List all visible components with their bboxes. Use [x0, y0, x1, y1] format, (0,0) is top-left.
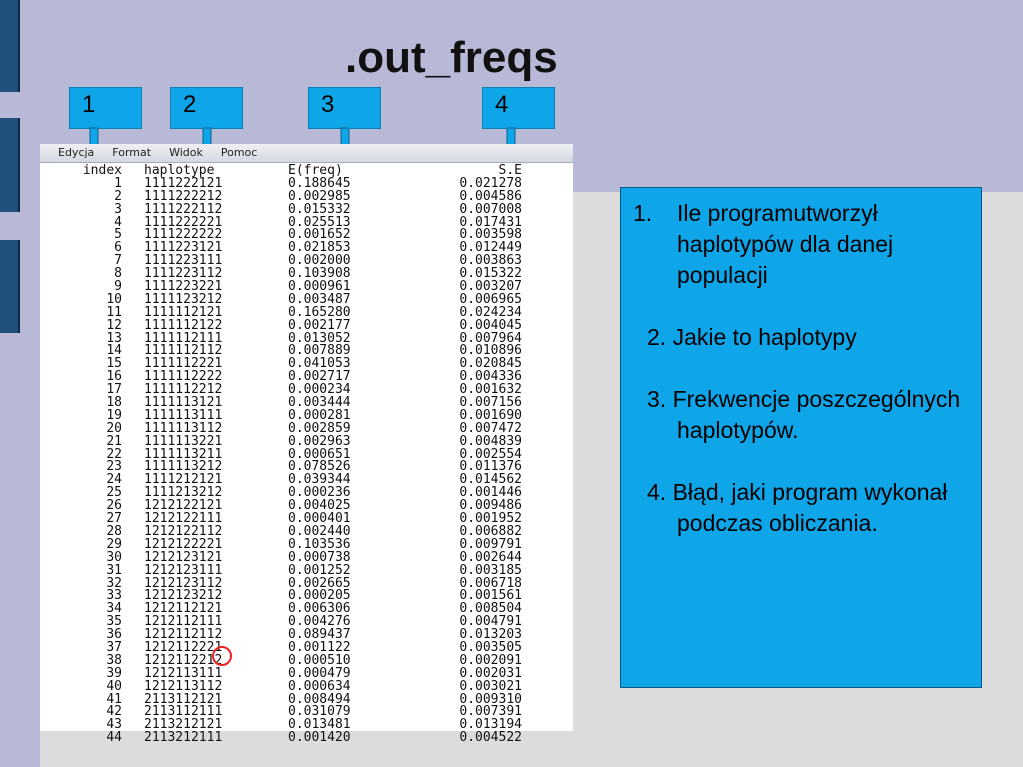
- cell-freq: 0.002000: [288, 253, 351, 269]
- cell-haplotype: 1212122111: [144, 511, 223, 527]
- notepad-screenshot: [40, 144, 573, 746]
- cell-freq: 0.000651: [288, 446, 351, 462]
- question-text: Ile programutworzył haplotypów dla danej populacji: [677, 200, 894, 288]
- cell-index: 13: [106, 330, 122, 346]
- cell-index: 38: [106, 652, 122, 668]
- cell-se: 0.004045: [459, 317, 522, 333]
- cell-se: 0.013203: [459, 627, 522, 643]
- cell-haplotype: 1111213212: [144, 485, 223, 501]
- notepad-menubar: [40, 144, 573, 163]
- cell-index: 2: [114, 188, 122, 204]
- question-text: Frekwencje poszczególnych haplotypów.: [672, 386, 961, 443]
- cell-se: 0.003021: [459, 678, 522, 694]
- left-accent-bar-1: [0, 0, 20, 92]
- header-haplotype: haplotype: [144, 163, 215, 178]
- cell-haplotype: 1212122121: [144, 498, 223, 514]
- cell-freq: 0.002985: [288, 188, 351, 204]
- cell-se: 0.006882: [459, 523, 522, 539]
- cell-se: 0.007964: [459, 330, 522, 346]
- cell-se: 0.007156: [459, 395, 522, 411]
- cell-haplotype: 1111223111: [144, 253, 223, 269]
- cell-freq: 0.008494: [288, 691, 351, 707]
- cell-freq: 0.001420: [288, 730, 351, 746]
- left-accent-bar-3: [0, 240, 20, 333]
- cell-se: 0.024234: [459, 304, 522, 320]
- cell-index: 27: [106, 511, 122, 527]
- header-freq: E(freq): [288, 163, 343, 178]
- cell-haplotype: 1212123212: [144, 588, 223, 604]
- cell-se: 0.013194: [459, 717, 522, 733]
- header-se: S.E: [498, 163, 522, 178]
- cell-se: 0.002091: [459, 652, 522, 668]
- cell-se: 0.004586: [459, 188, 522, 204]
- cell-freq: 0.001252: [288, 562, 351, 578]
- cell-se: 0.001952: [459, 511, 522, 527]
- cell-freq: 0.103908: [288, 266, 351, 282]
- cell-freq: 0.002665: [288, 575, 351, 591]
- cell-se: 0.009791: [459, 536, 522, 552]
- cell-freq: 0.007889: [288, 343, 351, 359]
- cell-index: 7: [114, 253, 122, 269]
- cell-freq: 0.013052: [288, 330, 351, 346]
- cell-index: 4: [114, 214, 122, 230]
- haplotype-table: [40, 163, 573, 745]
- cell-haplotype: 1111113121: [144, 395, 223, 411]
- cell-haplotype: 1212123111: [144, 562, 223, 578]
- cell-se: 0.002031: [459, 665, 522, 681]
- cell-freq: 0.000236: [288, 485, 351, 501]
- cell-freq: 0.000738: [288, 549, 351, 565]
- column-marker-4: 4: [482, 87, 555, 129]
- cell-freq: 0.025513: [288, 214, 351, 230]
- cell-index: 21: [106, 433, 122, 449]
- menu-item-widok[interactable]: Widok: [169, 146, 203, 159]
- cell-index: 29: [106, 536, 122, 552]
- question-number: 1.: [633, 200, 653, 226]
- cell-se: 0.006718: [459, 575, 522, 591]
- cell-haplotype: 1111113212: [144, 459, 223, 475]
- cell-freq: 0.188645: [288, 175, 351, 191]
- cell-freq: 0.000961: [288, 279, 351, 295]
- cell-se: 0.011376: [459, 459, 522, 475]
- cell-haplotype: 1111112122: [144, 317, 223, 333]
- cell-se: 0.007391: [459, 704, 522, 720]
- cell-index: 5: [114, 227, 122, 243]
- cell-freq: 0.021853: [288, 240, 351, 256]
- cell-index: 24: [106, 472, 122, 488]
- column-marker-2: 2: [170, 87, 243, 129]
- cell-freq: 0.000479: [288, 665, 351, 681]
- cell-haplotype: 1111112221: [144, 356, 223, 372]
- cell-haplotype: 1212112112: [144, 627, 223, 643]
- cell-index: 16: [106, 369, 122, 385]
- slide-title: .out_freqs: [345, 33, 558, 82]
- cell-freq: 0.041053: [288, 356, 351, 372]
- cell-index: 20: [106, 420, 122, 436]
- cell-se: 0.001632: [459, 382, 522, 398]
- cell-haplotype: 1111223112: [144, 266, 223, 282]
- cell-index: 8: [114, 266, 122, 282]
- cell-haplotype: 1212112121: [144, 601, 223, 617]
- cell-se: 0.012449: [459, 240, 522, 256]
- cell-se: 0.001561: [459, 588, 522, 604]
- left-accent-bar-2: [0, 118, 20, 212]
- cell-index: 14: [106, 343, 122, 359]
- question-text: Jakie to haplotypy: [672, 324, 857, 350]
- cell-haplotype: 1111212121: [144, 472, 223, 488]
- cell-haplotype: 1111113221: [144, 433, 223, 449]
- cell-index: 25: [106, 485, 122, 501]
- cell-se: 0.017431: [459, 214, 522, 230]
- cell-index: 35: [106, 614, 122, 630]
- cell-index: 18: [106, 395, 122, 411]
- cell-index: 42: [106, 704, 122, 720]
- cell-se: 0.001690: [459, 407, 522, 423]
- question-4: [633, 477, 971, 539]
- cell-freq: 0.000634: [288, 678, 351, 694]
- cell-index: 33: [106, 588, 122, 604]
- cell-freq: 0.004276: [288, 614, 351, 630]
- cell-haplotype: 1212112221: [144, 639, 223, 655]
- cell-index: 28: [106, 523, 122, 539]
- cell-haplotype: 1212112212: [144, 652, 223, 668]
- cell-index: 41: [106, 691, 122, 707]
- cell-se: 0.010896: [459, 343, 522, 359]
- menu-item-edycja[interactable]: Edycja: [58, 146, 95, 159]
- cell-haplotype: 1111113112: [144, 420, 223, 436]
- cell-index: 43: [106, 717, 122, 733]
- cell-haplotype: 1111222112: [144, 201, 223, 217]
- cell-se: 0.001446: [459, 485, 522, 501]
- cell-se: 0.004336: [459, 369, 522, 385]
- cell-index: 23: [106, 459, 122, 475]
- cell-se: 0.003863: [459, 253, 522, 269]
- cell-index: 6: [114, 240, 122, 256]
- cell-se: 0.002644: [459, 549, 522, 565]
- cell-freq: 0.002177: [288, 317, 351, 333]
- cell-freq: 0.003444: [288, 395, 351, 411]
- cell-se: 0.006965: [459, 291, 522, 307]
- cell-haplotype: 1111112112: [144, 343, 223, 359]
- cell-haplotype: 1212113112: [144, 678, 223, 694]
- cell-haplotype: 1111123212: [144, 291, 223, 307]
- menu-item-pomoc[interactable]: Pomoc: [220, 146, 258, 159]
- cell-haplotype: 1212113111: [144, 665, 223, 681]
- cell-index: 9: [114, 279, 122, 295]
- cell-freq: 0.002440: [288, 523, 351, 539]
- cell-index: 10: [106, 291, 122, 307]
- cell-index: 26: [106, 498, 122, 514]
- cell-freq: 0.000510: [288, 652, 351, 668]
- cell-haplotype: 1212122112: [144, 523, 223, 539]
- cell-freq: 0.002859: [288, 420, 351, 436]
- cell-freq: 0.103536: [288, 536, 351, 552]
- table-row: [40, 732, 573, 745]
- menu-item-format[interactable]: Format: [112, 146, 152, 159]
- cell-freq: 0.000205: [288, 588, 351, 604]
- cell-index: 30: [106, 549, 122, 565]
- cell-freq: 0.004025: [288, 498, 351, 514]
- cell-freq: 0.165280: [288, 304, 351, 320]
- cell-haplotype: 1212122221: [144, 536, 223, 552]
- cell-haplotype: 1111223121: [144, 240, 223, 256]
- question-number: 3.: [647, 386, 667, 412]
- cell-index: 31: [106, 562, 122, 578]
- cell-index: 3: [114, 201, 122, 217]
- cell-se: 0.002554: [459, 446, 522, 462]
- cell-haplotype: 2113112111: [144, 704, 223, 720]
- question-text: Błąd, jaki program wykonał podczas obliczania.: [672, 479, 948, 536]
- cell-se: 0.009486: [459, 498, 522, 514]
- question-number: 4.: [647, 479, 667, 505]
- cell-index: 1: [114, 175, 122, 191]
- cell-haplotype: 1111223221: [144, 279, 223, 295]
- highlight-circle: [212, 646, 232, 666]
- cell-se: 0.007008: [459, 201, 522, 217]
- cell-se: 0.014562: [459, 472, 522, 488]
- questions-box: [620, 187, 982, 688]
- cell-freq: 0.001122: [288, 639, 351, 655]
- cell-haplotype: 1111222212: [144, 188, 223, 204]
- cell-se: 0.004839: [459, 433, 522, 449]
- cell-se: 0.003185: [459, 562, 522, 578]
- cell-haplotype: 1111112111: [144, 330, 223, 346]
- cell-haplotype: 1111113111: [144, 407, 223, 423]
- column-marker-1: 1: [69, 87, 142, 129]
- column-marker-3: 3: [308, 87, 381, 129]
- cell-haplotype: 1111112222: [144, 369, 223, 385]
- cell-haplotype: 1111113211: [144, 446, 223, 462]
- cell-index: 36: [106, 627, 122, 643]
- header-index: index: [82, 163, 122, 178]
- cell-haplotype: 1111222121: [144, 175, 223, 191]
- cell-haplotype: 1212123112: [144, 575, 223, 591]
- question-2: [633, 322, 971, 353]
- question-number: 2.: [647, 324, 667, 350]
- cell-index: 39: [106, 665, 122, 681]
- cell-index: 12: [106, 317, 122, 333]
- cell-se: 0.004522: [459, 730, 522, 746]
- cell-haplotype: 2113212121: [144, 717, 223, 733]
- cell-index: 11: [106, 304, 122, 320]
- cell-se: 0.021278: [459, 175, 522, 191]
- cell-index: 17: [106, 382, 122, 398]
- cell-se: 0.009310: [459, 691, 522, 707]
- cell-se: 0.007472: [459, 420, 522, 436]
- cell-haplotype: 2113212111: [144, 730, 223, 746]
- cell-freq: 0.000281: [288, 407, 351, 423]
- cell-freq: 0.001652: [288, 227, 351, 243]
- cell-freq: 0.000234: [288, 382, 351, 398]
- cell-se: 0.008504: [459, 601, 522, 617]
- cell-haplotype: 1111222221: [144, 214, 223, 230]
- cell-index: 19: [106, 407, 122, 423]
- cell-se: 0.003598: [459, 227, 522, 243]
- cell-freq: 0.078526: [288, 459, 351, 475]
- cell-freq: 0.039344: [288, 472, 351, 488]
- cell-index: 15: [106, 356, 122, 372]
- cell-freq: 0.003487: [288, 291, 351, 307]
- question-3: [633, 384, 971, 446]
- cell-index: 32: [106, 575, 122, 591]
- cell-se: 0.020845: [459, 356, 522, 372]
- cell-haplotype: 1111112121: [144, 304, 223, 320]
- cell-haplotype: 1212123121: [144, 549, 223, 565]
- cell-se: 0.015322: [459, 266, 522, 282]
- cell-freq: 0.006306: [288, 601, 351, 617]
- cell-haplotype: 1111112212: [144, 382, 223, 398]
- cell-freq: 0.002717: [288, 369, 351, 385]
- cell-freq: 0.015332: [288, 201, 351, 217]
- cell-freq: 0.000401: [288, 511, 351, 527]
- cell-index: 44: [106, 730, 122, 746]
- cell-freq: 0.002963: [288, 433, 351, 449]
- question-1: [633, 198, 971, 291]
- cell-haplotype: 1111222222: [144, 227, 223, 243]
- cell-freq: 0.013481: [288, 717, 351, 733]
- cell-index: 40: [106, 678, 122, 694]
- cell-index: 37: [106, 639, 122, 655]
- cell-freq: 0.031079: [288, 704, 351, 720]
- cell-freq: 0.089437: [288, 627, 351, 643]
- cell-se: 0.003505: [459, 639, 522, 655]
- cell-se: 0.003207: [459, 279, 522, 295]
- cell-index: 34: [106, 601, 122, 617]
- cell-se: 0.004791: [459, 614, 522, 630]
- cell-haplotype: 2113112121: [144, 691, 223, 707]
- cell-index: 22: [106, 446, 122, 462]
- cell-haplotype: 1212112111: [144, 614, 223, 630]
